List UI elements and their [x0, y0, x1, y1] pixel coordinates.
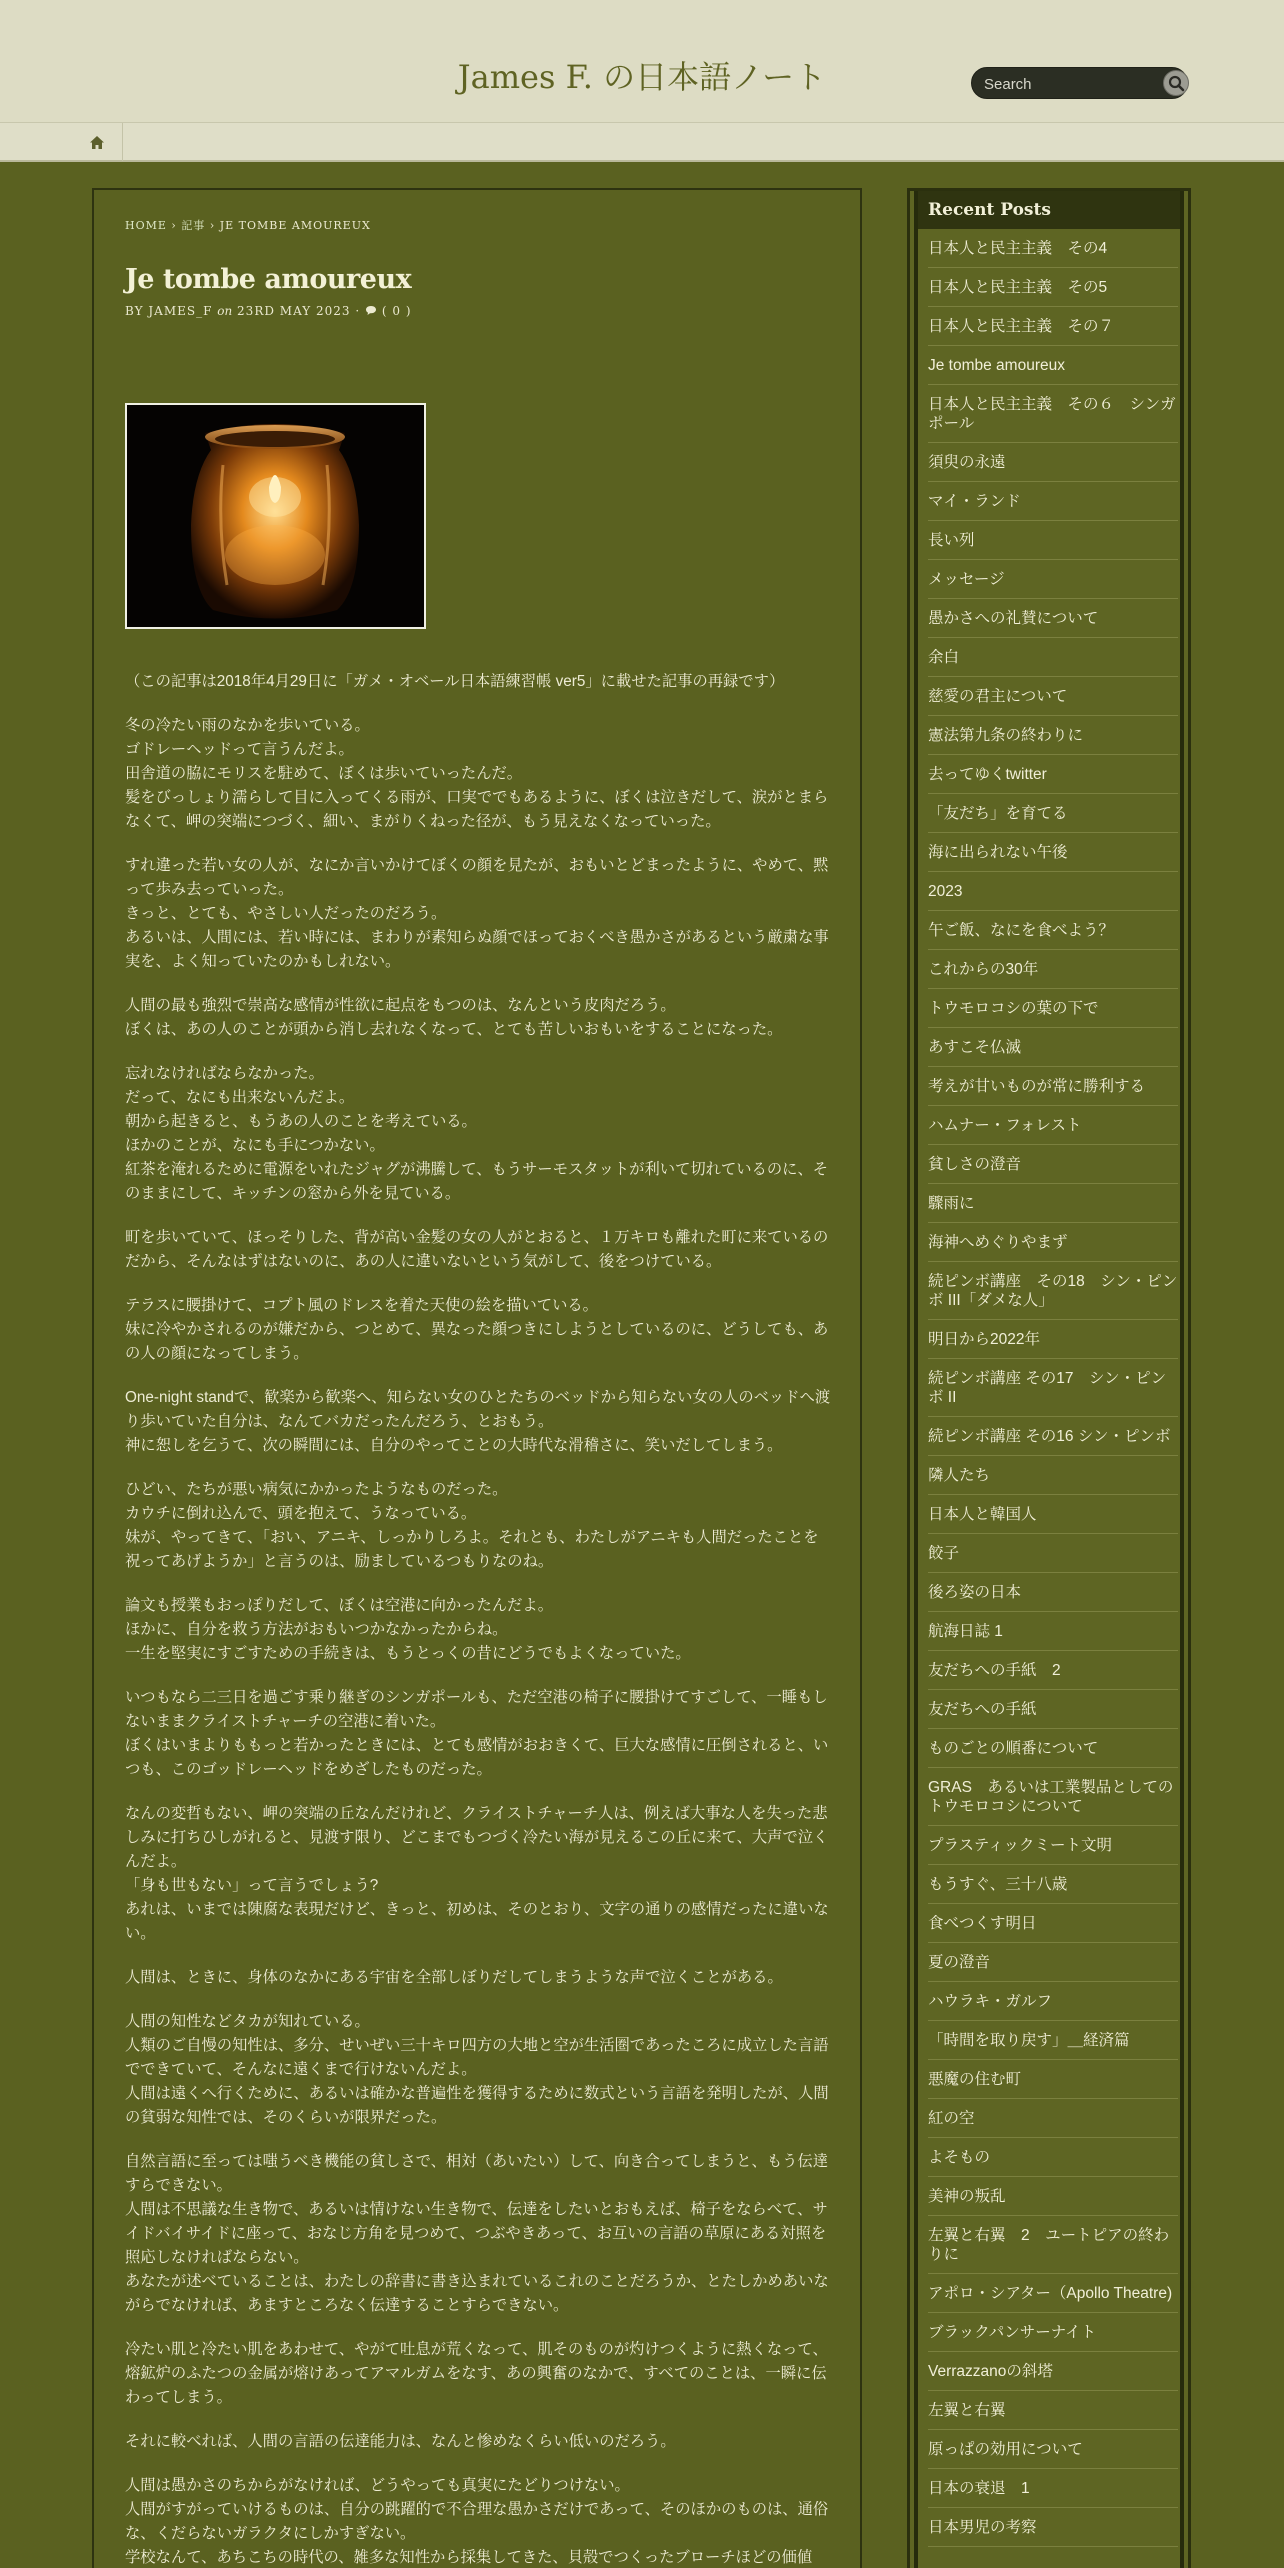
recent-post-link[interactable]: 日本人と民主主義 その６ シンガポール — [928, 385, 1178, 443]
recent-post-link[interactable]: 日本人と民主主義 その5 — [928, 268, 1178, 307]
recent-post-link[interactable]: 慈愛の君主について — [928, 677, 1178, 716]
post-paragraph — [125, 2474, 833, 2568]
post-paragraph — [125, 1294, 833, 1366]
recent-post-link[interactable]: 憲法第九条の終わりに — [928, 716, 1178, 755]
post-paragraph — [125, 1062, 833, 1206]
recent-post-link[interactable]: 友だちへの手紙 2 — [928, 1651, 1178, 1690]
meta-dot: · — [355, 304, 361, 318]
post-line: それに較べれば、人間の言語の伝達能力は、なんと惨めなくらい低いのだろう。 — [125, 2433, 676, 2450]
post-line: 町を歩いていて、ほっそりした、背が高い金髪の女の人がとおると、１万キロも離れた町に来ているのだから、そんなはずはないのに、あの人に違いないという気がして、後をつけている。 — [125, 1229, 829, 1270]
recent-post-link[interactable]: よそもの — [928, 2138, 1178, 2177]
recent-post-link[interactable]: 続ピンボ講座 その16 シン・ピンボ — [928, 1417, 1178, 1456]
recent-post-link[interactable]: 2023 — [928, 872, 1178, 911]
post-line: ぼくは、あの人のことが頭から消し去れなくなって、とても苦しいおもいをすることになった。 — [125, 1021, 783, 1038]
post-paragraph — [125, 2150, 833, 2318]
recent-post-link[interactable]: あすこそ仏滅 — [928, 1028, 1178, 1067]
post-line: あるいは、人間には、若い時には、まわりが素知らぬ顔でほっておくべき愚かさがあるという厳粛な事実を、よく知っていたのかもしれない。 — [125, 929, 829, 970]
recent-post-link[interactable]: 夏の澄音 — [928, 1943, 1178, 1982]
post-line: 人間は愚かさのちからがなければ、どうやっても真実にたどりつけない。 — [125, 2477, 630, 2494]
recent-post-link[interactable]: トウモロコシの葉の下で — [928, 989, 1178, 1028]
post-title: Je tombe amoureux — [125, 264, 412, 295]
recent-post-link[interactable]: 「時間を取り戻す」＿経済篇 — [928, 2021, 1178, 2060]
recent-post-link[interactable]: これからの30年 — [928, 950, 1178, 989]
recent-post-link[interactable]: 左翼と右翼 2 ユートピアの終わりに — [928, 2216, 1178, 2274]
recent-post-link[interactable]: 長い列 — [928, 521, 1178, 560]
post-line: （この記事は2018年4月29日に「ガメ・オベール日本語練習帳 ver5」に載せた記事の再録です） — [125, 673, 785, 690]
breadcrumb-separator: › — [209, 219, 216, 232]
sidebar-widget — [914, 191, 1184, 2568]
post-meta — [125, 304, 412, 318]
breadcrumb-category[interactable]: 記事 — [181, 219, 206, 232]
post-paragraph — [125, 1966, 833, 1990]
post-line: ぼくはいまよりももっと若かったときには、とても感情がおおきくて、巨大な感情に圧倒されると、いつも、このゴッドレーヘッドをめざしたものだった。 — [125, 1737, 829, 1778]
site-header — [0, 0, 1284, 122]
recent-post-link[interactable]: 日本人と民主主義 その７ — [928, 307, 1178, 346]
recent-post-link[interactable]: ハウラキ・ガルフ — [928, 1982, 1178, 2021]
post-line: ゴドレーヘッドって言うんだよ。 — [125, 741, 354, 758]
post-line: One-night standで、歓楽から歓楽へ、知らない女のひとたちのベッドから知らない女の人のベッドへ渡り歩いていた自分は、なんてバカだったんだろう、とおもう。 — [125, 1389, 831, 1430]
post-paragraph — [125, 1386, 833, 1458]
recent-post-link[interactable]: メッセージ — [928, 560, 1178, 599]
recent-post-link[interactable]: ハムナー・フォレスト — [928, 1106, 1178, 1145]
recent-post-link[interactable]: 後ろ姿の日本 — [928, 1573, 1178, 1612]
post-line: 「身も世もない」って言うでしょう? — [125, 1877, 379, 1894]
recent-post-link[interactable]: 午ご飯、なにを食べよう？ — [928, 911, 1178, 950]
post-line: 人類のご自慢の知性は、多分、せいぜい三十キロ四方の大地と空が生活圏であったころに成立した言語でできていて、そんなに遠くまで行けないんだよ。 — [125, 2037, 829, 2078]
post-paragraph — [125, 1226, 833, 1274]
post-paragraph — [125, 1686, 833, 1782]
post-line: きっと、とても、やさしい人だったのだろう。 — [125, 905, 447, 922]
comment-link[interactable] — [365, 304, 412, 318]
post-line: テラスに腰掛けて、コプト風のドレスを着た天使の絵を描いている。 — [125, 1297, 598, 1314]
post-line: 人間は、ときに、身体のなかにある宇宙を全部しぼりだしてしまうような声で泣くことがある。 — [125, 1969, 783, 1986]
recent-post-link[interactable]: 明日から2022年 — [928, 1320, 1178, 1359]
post-line: ほかに、自分を救う方法がおもいつかなかったからね。 — [125, 1621, 508, 1638]
comment-icon — [365, 305, 377, 316]
post-line: 学校なんて、あちこちの時代の、雑多な知性から採集してきた、貝殻でつくったブローチほどの価値 — [125, 2549, 813, 2566]
post-line: いつもなら二三日を過ごす乗り継ぎのシンガポールも、ただ空港の椅子に腰掛けてすごして、一睡もしないままクライストチャーチの空港に着いた。 — [125, 1689, 828, 1730]
post-paragraph — [125, 1594, 833, 1666]
recent-post-link[interactable]: ブラックパンサーナイト — [928, 2313, 1178, 2352]
post-line: 冷たい肌と冷たい肌をあわせて、やがて吐息が荒くなって、肌そのものが灼けつくように熱くなって、熔鉱炉のふたつの金属が熔けあってアマルガムをなす、あの興奮のなかで、すべてのことは、一瞬に伝わってしまう。 — [125, 2341, 828, 2406]
post-line: 紅茶を淹れるために電源をいれたジャグが沸騰して、もうサーモスタットが利いて切れているのに、そのままにして、キッチンの窓から外を見ている。 — [125, 1161, 829, 1202]
post-paragraph — [125, 2430, 833, 2454]
post-line: 妹が、やってきて、「おい、アニキ、しっかりしろよ。それとも、わたしがアニキも人間だったことを祝ってあげようか」と言うのは、励ましているつもりなのね。 — [125, 1529, 819, 1570]
recent-post-link[interactable]: 日本人と韓国人 — [928, 1495, 1178, 1534]
recent-post-link[interactable]: 友だちへの手紙 — [928, 1690, 1178, 1729]
recent-post-link[interactable]: 続ピンボ講座 その17 シン・ピンボ II — [928, 1359, 1178, 1417]
recent-post-link[interactable]: 日本の衰退 1 — [928, 2469, 1178, 2508]
recent-post-link[interactable]: 食べつくす明日 — [928, 1904, 1178, 1943]
post-paragraph — [125, 2338, 833, 2410]
recent-post-link[interactable]: プラスティックミート文明 — [928, 1826, 1178, 1865]
post-paragraph — [125, 670, 833, 694]
post-line: 人間がすがっていけるものは、自分の跳躍的で不合理な愚かさだけであって、そのほかのものは、通俗な、くだらないガラクタにしかすぎない。 — [125, 2501, 829, 2542]
post-line: 朝から起きると、もうあの人のことを考えている。 — [125, 1113, 477, 1130]
post-paragraph — [125, 2010, 833, 2130]
recent-post-link[interactable]: 日本人と民主主義 その4 — [928, 229, 1178, 268]
recent-post-link[interactable]: 去ってゆくtwitter — [928, 755, 1178, 794]
recent-post-link[interactable]: 餃子 — [928, 1534, 1178, 1573]
recent-post-link[interactable]: Je tombe amoureux — [928, 346, 1178, 385]
recent-post-link[interactable]: マイ・ランド — [928, 482, 1178, 521]
recent-post-link[interactable]: GRAS あるいは工業製品としてのトウモロコシについて — [928, 1768, 1178, 1826]
recent-post-link[interactable]: 驟雨に — [928, 1184, 1178, 1223]
post-line: 人間は遠くへ行くために、あるいは確かな普遍性を獲得するために数式という言語を発明したが、人間の貧弱な知性では、そのくらいが限界だった。 — [125, 2085, 829, 2126]
post-paragraph — [125, 1802, 833, 1946]
recent-post-link[interactable]: もうすぐ、三十八歳 — [928, 1865, 1178, 1904]
post-paragraph — [125, 1478, 833, 1574]
recent-post-link[interactable]: 愚かさへの礼賛について — [928, 599, 1178, 638]
main-content — [92, 188, 862, 2568]
search-button[interactable] — [1163, 70, 1189, 96]
recent-post-link[interactable]: Verrazzanoの斜塔 — [928, 2352, 1178, 2391]
post-line: 田舎道の脇にモリスを駐めて、ぼくは歩いていったんだ。 — [125, 765, 523, 782]
post-line: 人間は不思議な生き物で、あるいは情けない生き物で、伝達をしたいとおもえば、椅子をならべて、サイドバイサイドに座って、おなじ方角を見つめて、つぶやきあって、お互いの言語の草原にある対照を照応しなければならない。 — [125, 2201, 828, 2266]
recent-post-link[interactable]: 悪魔の住む町 — [928, 2060, 1178, 2099]
recent-post-link[interactable]: 航海日誌 1 — [928, 1612, 1178, 1651]
recent-post-link[interactable]: 日本男児の考察 — [928, 2508, 1178, 2547]
home-icon[interactable] — [88, 134, 106, 152]
recent-post-link[interactable]: 貧しさの澄音 — [928, 1145, 1178, 1184]
post-line: なんの変哲もない、岬の突端の丘なんだけれど、クライストチャーチ人は、例えば大事な人を失った悲しみに打ちひしがれると、見渡す限り、どこまでもつづく冷たい海が見えるこの丘に来て、大声で泣くんだよ。 — [125, 1805, 829, 1870]
breadcrumb — [125, 217, 371, 233]
search-icon — [1164, 71, 1190, 97]
recent-post-link[interactable]: 「友だち」を育てる — [928, 794, 1178, 833]
post-line: 忘れなければならなかった。 — [125, 1065, 324, 1082]
post-line: ひどい、たちが悪い病気にかかったようなものだった。 — [125, 1481, 508, 1498]
post-body — [125, 670, 833, 2568]
breadcrumb-separator: › — [171, 219, 177, 232]
recent-post-link[interactable]: 原っぱの効用について — [928, 2430, 1178, 2469]
post-line: 髪をびっしょり濡らして目に入ってくる雨が、口実ででもあるように、ぼくは泣きだして、涙がとまらなくて、岬の突端につづく、細い、まがりくねった径が、もう見えなくなっていった。 — [125, 789, 829, 830]
recent-post-link[interactable]: 左翼と右翼 — [928, 2391, 1178, 2430]
post-paragraph — [125, 714, 833, 834]
post-line: すれ違った若い女の人が、なにか言いかけてぼくの顔を見たが、おもいとどまったように、やめて、黙って歩み去っていった。 — [125, 857, 829, 898]
search-input[interactable] — [984, 75, 1154, 93]
post-line: 自然言語に至っては嗤うべき機能の貧しさで、相対（あいたい）して、向き合ってしまうと、もう伝達すらできない。 — [125, 2153, 829, 2194]
nav-divider — [122, 123, 123, 161]
post-line: 一生を堅実にすごすための手続きは、もうとっくの昔にどうでもよくなっていた。 — [125, 1645, 691, 1662]
post-date[interactable]: 23RD MAY 2023 — [237, 304, 351, 318]
comment-close: ) — [405, 304, 412, 318]
recent-post-link[interactable]: 美神の叛乱 — [928, 2177, 1178, 2216]
post-line: 人間の知性などタカが知れている。 — [125, 2013, 370, 2030]
comment-count: 0 — [392, 304, 401, 318]
recent-post-link[interactable]: 紅の空 — [928, 2099, 1178, 2138]
post-line: 人間の最も強烈で崇高な感情が性欲に起点をもつのは、なんという皮肉だろう。 — [125, 997, 676, 1014]
recent-post-link[interactable]: ものごとの順番について — [928, 1729, 1178, 1768]
breadcrumb-current: JE TOMBE AMOUREUX — [219, 219, 371, 232]
post-image[interactable] — [125, 403, 426, 629]
search-box — [971, 67, 1188, 99]
recent-post-link[interactable]: 須臾の永遠 — [928, 443, 1178, 482]
site-title[interactable]: James F. の日本語ノート — [457, 58, 827, 96]
breadcrumb-home[interactable]: HOME — [125, 219, 167, 232]
post-line: カウチに倒れ込んで、頭を抱えて、うなっている。 — [125, 1505, 477, 1522]
nav-bar — [0, 122, 1284, 162]
post-line: 妹に冷やかされるのが嫌だから、つとめて、異なった顔つきにしようとしているのに、どうしても、あの人の顔になってしまう。 — [125, 1321, 829, 1362]
recent-post-link[interactable]: 隣人たち — [928, 1456, 1178, 1495]
post-line: だって、なにも出来ないんだよ。 — [125, 1089, 355, 1106]
candle-image — [127, 405, 424, 627]
post-author[interactable]: JAMES_F — [148, 304, 213, 318]
recent-post-link[interactable]: 海神へめぐりやまず — [928, 1223, 1178, 1262]
post-line: 冬の冷たい雨のなかを歩いている。 — [125, 717, 370, 734]
sidebar — [907, 188, 1191, 2568]
recent-posts-title: Recent Posts — [918, 191, 1180, 229]
recent-post-link[interactable]: 続ピンボ講座 その18 シン・ピンボ III「ダメな人」 — [928, 1262, 1178, 1320]
post-line: 神に恕しを乞うて、次の瞬間には、自分のやってことの大時代な滑稽さに、笑いだしてしまう。 — [125, 1437, 783, 1454]
post-line: ほかのことが、なにも手につかない。 — [125, 1137, 385, 1154]
post-paragraph — [125, 994, 833, 1042]
post-line: あなたが述べていることは、わたしの辞書に書き込まれているこれのことだろうか、とたしかめあいながらでなければ、あますところなく伝達することすらできない。 — [125, 2273, 829, 2314]
meta-by: BY — [125, 304, 144, 318]
recent-post-link[interactable]: アポロ・シアター（Apollo Theatre) — [928, 2274, 1178, 2313]
post-paragraph — [125, 854, 833, 974]
meta-on: on — [217, 304, 233, 318]
comment-open: ( — [381, 304, 388, 318]
recent-posts-list — [928, 229, 1178, 2547]
recent-post-link[interactable]: 余白 — [928, 638, 1178, 677]
post-line: あれは、いまでは陳腐な表現だけど、きっと、初めは、そのとおり、文字の通りの感情だったに違いない。 — [125, 1901, 829, 1942]
recent-post-link[interactable]: 考えが甘いものが常に勝利する — [928, 1067, 1178, 1106]
recent-post-link[interactable]: 海に出られない午後 — [928, 833, 1178, 872]
post-line: 論文も授業もおっぽりだして、ぼくは空港に向かったんだよ。 — [125, 1597, 554, 1614]
